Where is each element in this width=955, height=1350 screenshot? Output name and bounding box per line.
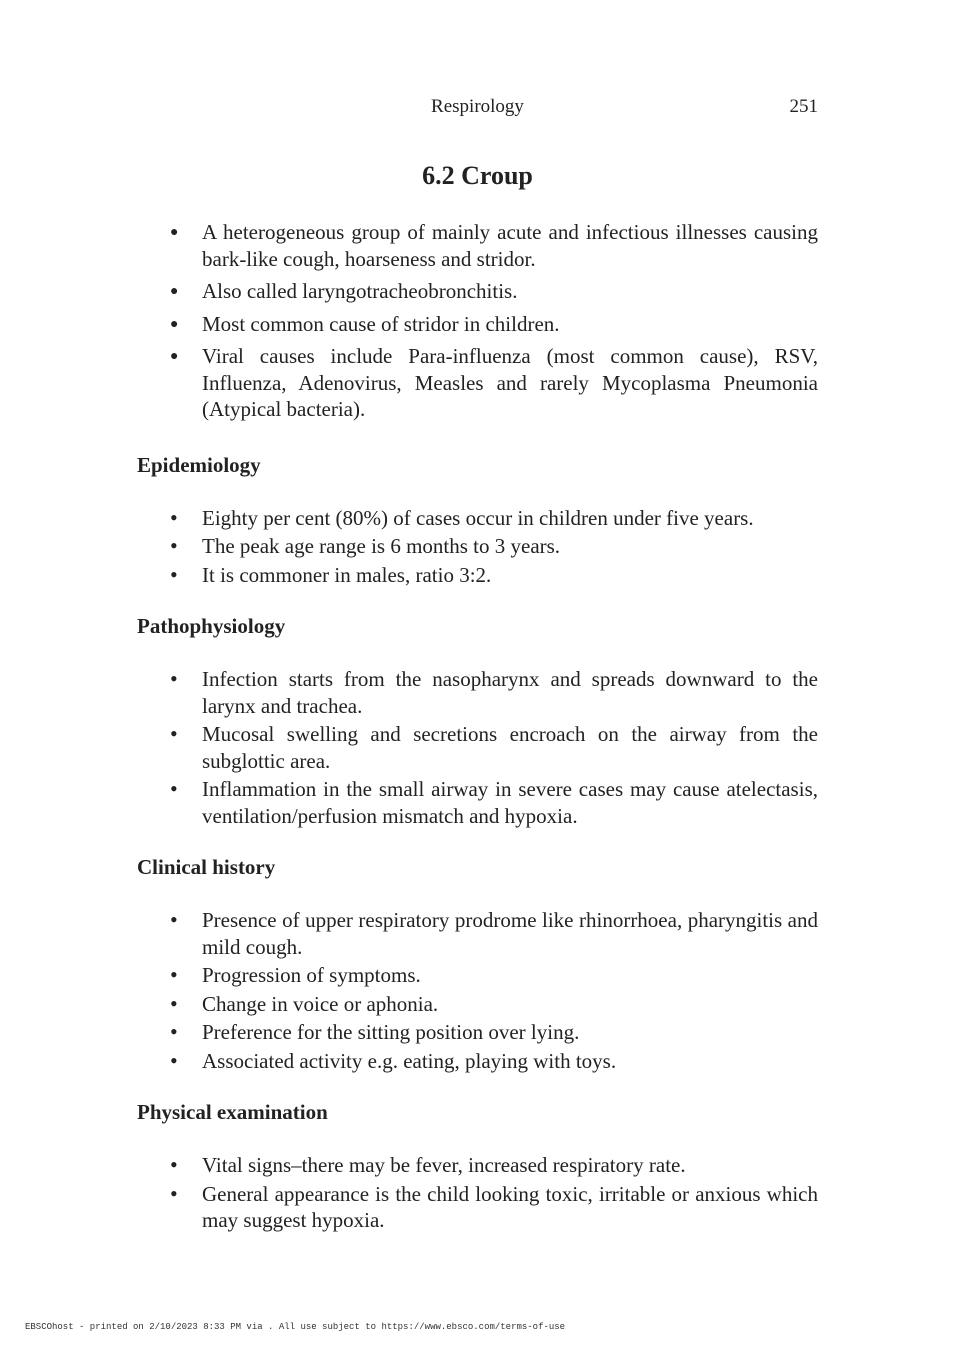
list-item: ● Also called laryngotracheobronchitis. xyxy=(137,278,818,305)
section-heading-pathophysiology: Pathophysiology xyxy=(137,614,286,638)
list-item: • Infection starts from the nasopharynx and spreads downward to the larynx and trachea. xyxy=(137,666,818,719)
list-item: • Presence of upper respiratory prodrome like rhinorrhoea, pharyngitis and mild cough. xyxy=(137,907,818,960)
page-number: 251 xyxy=(789,96,818,117)
list-item: • Mucosal swelling and secretions encroach on the airway from the subglottic area. xyxy=(137,721,818,774)
intro-bullet-list xyxy=(137,219,818,423)
page-body xyxy=(137,219,818,1236)
list-item: • General appearance is the child looking toxic, irritable or anxious which may suggest hypoxia. xyxy=(137,1181,818,1234)
section-heading-epidemiology: Epidemiology xyxy=(137,452,261,477)
section-heading-physical-examination: Physical examination xyxy=(137,1100,328,1124)
running-header xyxy=(137,96,818,122)
list-item: ● Viral causes include Para-influenza (most common cause), RSV, Influenza, Adenovirus, Measles and rarely Mycoplasma Pneumonia (Atypical bacteria). xyxy=(137,343,818,423)
running-title: Respirology xyxy=(431,96,524,117)
list-item: • Preference for the sitting position over lying. xyxy=(137,1019,818,1046)
physical-examination-bullet-list xyxy=(137,1152,818,1234)
list-item: • Inflammation in the small airway in severe cases may cause atelectasis, ventilation/perfusion mismatch and hypoxia. xyxy=(137,776,818,829)
clinical-history-bullet-list xyxy=(137,907,818,1074)
list-item: • The peak age range is 6 months to 3 years. xyxy=(137,533,818,560)
list-item: • Associated activity e.g. eating, playing with toys. xyxy=(137,1048,818,1075)
pathophysiology-bullet-list xyxy=(137,666,818,829)
list-item: ● Most common cause of stridor in children. xyxy=(137,311,818,338)
list-item: • Change in voice or aphonia. xyxy=(137,991,818,1018)
list-item: ● A heterogeneous group of mainly acute and infectious illnesses causing bark-like cough, hoarseness and stridor. xyxy=(137,219,818,272)
list-item: • Vital signs–there may be fever, increased respiratory rate. xyxy=(137,1152,818,1179)
chapter-title: 6.2 Croup xyxy=(422,161,533,190)
epidemiology-bullet-list xyxy=(137,505,818,589)
list-item: • Eighty per cent (80%) of cases occur in children under five years. xyxy=(137,505,818,532)
print-footer: EBSCOhost - printed on 2/10/2023 8:33 PM via . All use subject to https://www.ebsco.com/terms-of-use xyxy=(25,1322,566,1332)
list-item: • It is commoner in males, ratio 3:2. xyxy=(137,562,818,589)
list-item: • Progression of symptoms. xyxy=(137,962,818,989)
section-heading-clinical-history: Clinical history xyxy=(137,855,276,879)
